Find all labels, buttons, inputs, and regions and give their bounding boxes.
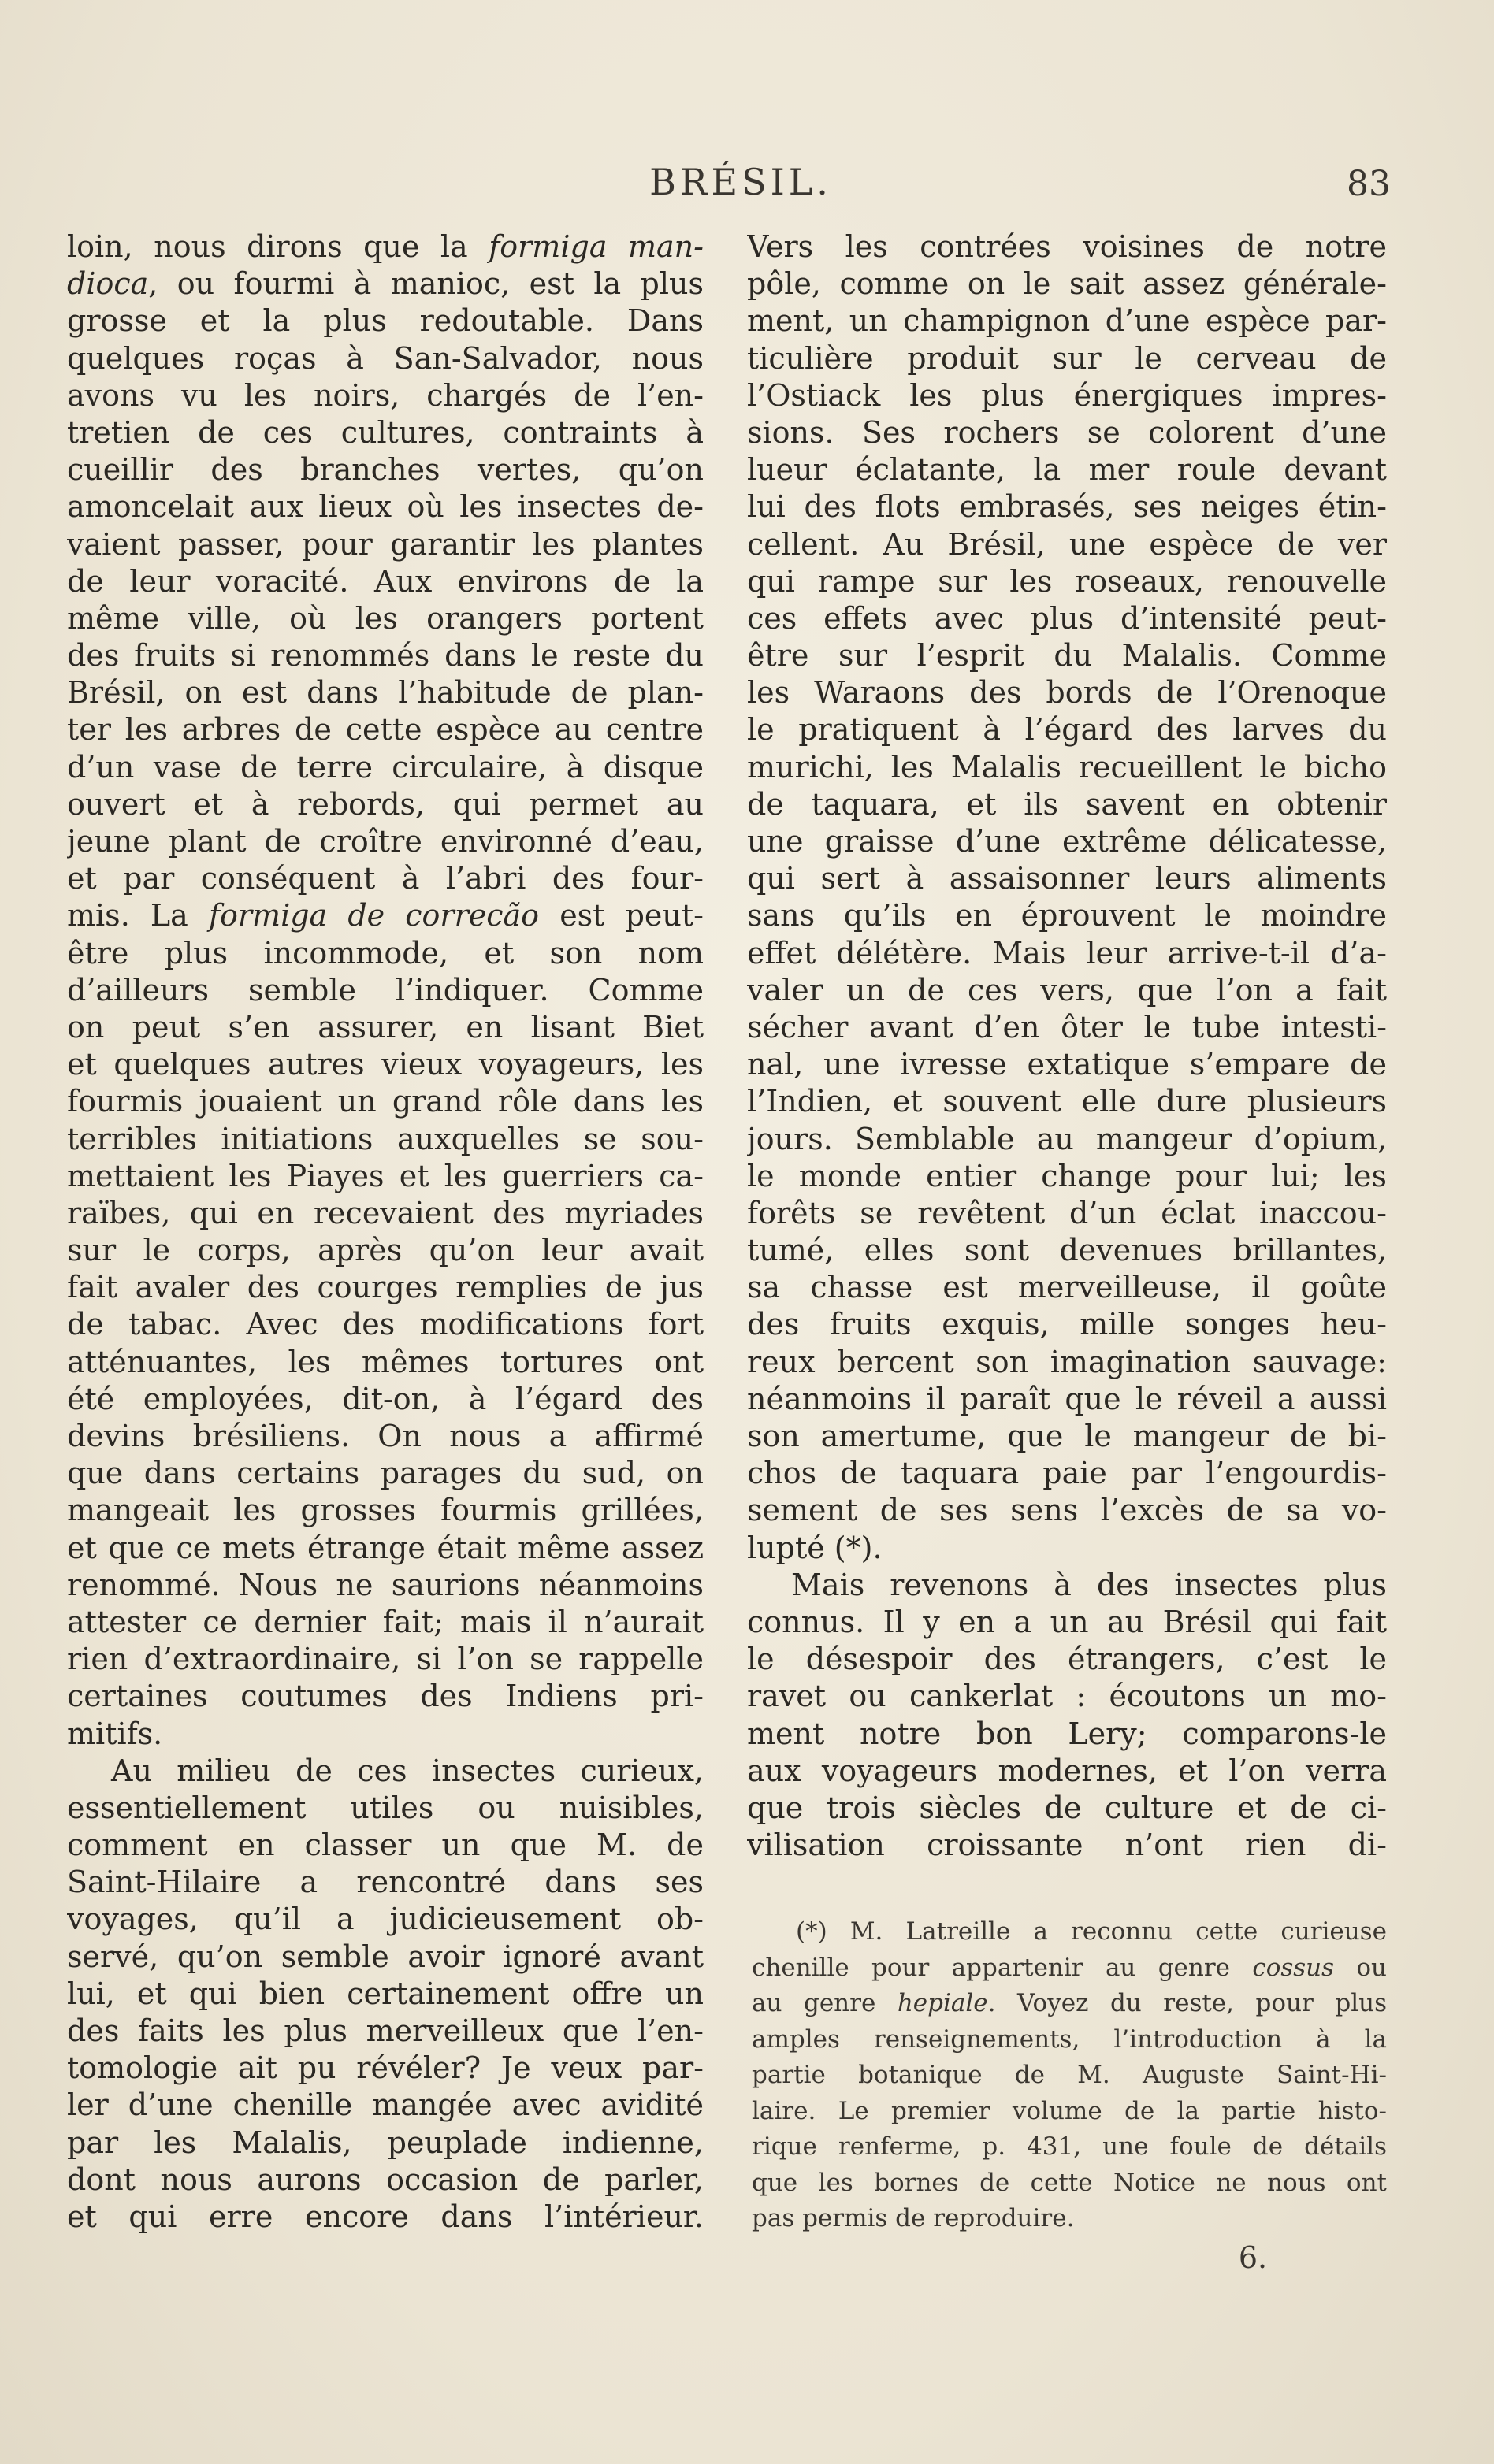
text-line: néanmoins il paraît que le réveil a aussi (747, 1381, 1387, 1416)
text-line: au genre hepiale. Voyez du reste, pour plus (752, 1989, 1387, 2017)
text-line: vaient passer, pour garantir les plantes (67, 526, 704, 562)
text-line: tomologie ait pu révéler? Je veux par- (67, 2050, 704, 2086)
text-line: partie botanique de M. Auguste Saint-Hi- (752, 2061, 1387, 2089)
text-line: le désespoir des étrangers, c’est le (747, 1642, 1387, 1677)
text-line: devins brésiliens. On nous a affirmé (67, 1419, 704, 1453)
text-line: rien d’extraordinaire, si l’on se rappelle (67, 1642, 704, 1677)
left-column (67, 228, 704, 2236)
text-line: chenille pour appartenir au genre cossus ou (752, 1953, 1387, 1982)
text-line: ouvert et à rebords, qui permet au (67, 786, 704, 822)
text-line: terribles initiations auxquelles se sou- (67, 1121, 704, 1156)
text-line: ticulière produit sur le cerveau de (747, 340, 1387, 376)
text-line: laire. Le premier volume de la partie histo- (752, 2096, 1387, 2125)
text-line: servé, qu’on semble avoir ignoré avant (67, 1939, 704, 1974)
text-line: on peut s’en assurer, en lisant Biet (67, 1009, 704, 1045)
footnote (752, 1914, 1387, 2237)
text-line: tretien de ces cultures, contraints à (67, 414, 704, 450)
text-line: de taquara, et ils savent en obtenir (747, 786, 1387, 822)
page-number: 83 (1347, 164, 1391, 204)
text-line: et que ce mets étrange était même assez (67, 1530, 704, 1565)
text-line: essentiellement utiles ou nuisibles, (67, 1790, 704, 1825)
text-line: le pratiquent à l’égard des larves du (747, 712, 1387, 748)
text-line: voyages, qu’il a judicieusement ob- (67, 1902, 704, 1937)
text-line: forêts se revêtent d’un éclat inaccou- (747, 1195, 1387, 1230)
text-line: l’Ostiack les plus énergiques impres- (747, 377, 1387, 413)
text-line: ler d’une chenille mangée avec avidité (67, 2087, 704, 2123)
text-line: mettaient les Piayes et les guerriers ca- (67, 1158, 704, 1193)
text-line: Vers les contrées voisines de notre (747, 229, 1387, 264)
text-line: renommé. Nous ne saurions néanmoins (67, 1567, 704, 1602)
text-line: et qui erre encore dans l’intérieur. (67, 2199, 704, 2234)
right-column (747, 228, 1387, 1864)
text-line: lui, et qui bien certainement offre un (67, 1976, 704, 2011)
text-line: même ville, où les orangers portent (67, 600, 704, 636)
text-line: Mais revenons à des insectes plus (791, 1567, 1387, 1602)
text-line: lui des flots embrasés, ses neiges étin- (747, 489, 1387, 525)
text-line: attester ce dernier fait; mais il n’aurait (67, 1604, 704, 1639)
text-line: des fruits si renommés dans le reste du (67, 638, 704, 674)
text-line: que les bornes de cette Notice ne nous ont (752, 2168, 1387, 2197)
text-line: ment, un champignon d’une espèce par- (747, 303, 1387, 339)
text-line: et quelques autres vieux voyageurs, les (67, 1047, 704, 1082)
text-line: pas permis de reproduire. (752, 2204, 1075, 2232)
text-line: qui sert à assaisonner leurs aliments (747, 861, 1387, 896)
text-line: ment notre bon Lery; comparons-le (747, 1716, 1387, 1751)
running-head: BRÉSIL. (649, 161, 832, 203)
text-line: par les Malalis, peuplade indienne, (67, 2124, 704, 2160)
text-line: raïbes, qui en recevaient des myriades (67, 1195, 704, 1230)
text-line: sur le corps, après qu’on leur avait (67, 1233, 704, 1268)
text-line: aux voyageurs modernes, et l’on verra (747, 1753, 1387, 1788)
text-line: mangeait les grosses fourmis grillées, (67, 1493, 704, 1528)
text-line: amples renseignements, l’introduction à la (752, 2024, 1387, 2054)
text-line: reux bercent son imagination sauvage: (747, 1344, 1387, 1379)
text-line: d’un vase de terre circulaire, à disque (67, 749, 704, 785)
text-line: sans qu’ils en éprouvent le moindre (747, 898, 1387, 933)
text-line: mis. La formiga de correcão est peut- (67, 898, 704, 933)
text-line: fait avaler des courges remplies de jus (67, 1270, 704, 1305)
text-line: ravet ou cankerlat : écoutons un mo- (747, 1679, 1387, 1714)
text-line: son amertume, que le mangeur de bi- (747, 1419, 1387, 1453)
text-line: amoncelait aux lieux où les insectes de- (67, 489, 704, 525)
text-line: les Waraons des bords de l’Orenoque (747, 675, 1387, 711)
text-line: qui rampe sur les roseaux, renouvelle (747, 563, 1387, 599)
text-line: que dans certains parages du sud, on (67, 1456, 704, 1491)
text-line: mitifs. (67, 1716, 163, 1751)
text-line: grosse et la plus redoutable. Dans (67, 303, 704, 339)
text-line: rique renferme, p. 431, une foule de détails (752, 2132, 1387, 2161)
text-line: été employées, dit-on, à l’égard des (67, 1381, 704, 1416)
text-line: (*) M. Latreille a reconnu cette curieuse (796, 1917, 1387, 1946)
text-line: fourmis jouaient un grand rôle dans les (67, 1084, 704, 1119)
text-line: sécher avant d’en ôter le tube intesti- (747, 1009, 1387, 1045)
text-line: des fruits exquis, mille songes heu- (747, 1307, 1387, 1342)
text-line: sa chasse est merveilleuse, il goûte (747, 1270, 1387, 1305)
text-line: d’ailleurs semble l’indiquer. Comme (67, 972, 704, 1007)
text-line: nal, une ivresse extatique s’empare de (747, 1047, 1387, 1082)
text-line: sement de ses sens l’excès de sa vo- (747, 1493, 1387, 1528)
text-line: jours. Semblable au mangeur d’opium, (747, 1121, 1387, 1156)
text-line: de tabac. Avec des modifications fort (67, 1307, 704, 1342)
text-line: certaines coutumes des Indiens pri- (67, 1679, 704, 1714)
text-line: Saint-Hilaire a rencontré dans ses (67, 1865, 704, 1900)
text-line: avons vu les noirs, chargés de l’en- (67, 377, 704, 413)
text-line: Brésil, on est dans l’habitude de plan- (67, 675, 704, 711)
text-line: le monde entier change pour lui; les (747, 1158, 1387, 1193)
text-line: de leur voracité. Aux environs de la (67, 563, 704, 599)
text-line: jeune plant de croître environné d’eau, (67, 824, 704, 859)
text-line: chos de taquara paie par l’engourdis- (747, 1456, 1387, 1491)
text-line: vilisation croissante n’ont rien di- (747, 1828, 1387, 1863)
text-line: pôle, comme on le sait assez générale- (747, 266, 1387, 302)
text-line: que trois siècles de culture et de ci- (747, 1790, 1387, 1825)
text-line: valer un de ces vers, que l’on a fait (747, 972, 1387, 1007)
text-line: tumé, elles sont devenues brillantes, (747, 1233, 1387, 1268)
text-line: l’Indien, et souvent elle dure plusieurs (747, 1084, 1387, 1119)
text-line: ces effets avec plus d’intensité peut- (747, 600, 1387, 636)
text-line: Au milieu de ces insectes curieux, (111, 1753, 704, 1788)
text-line: dioca, ou fourmi à manioc, est la plus (67, 266, 704, 302)
text-line: et par conséquent à l’abri des four- (67, 861, 704, 896)
text-line: dont nous aurons occasion de parler, (67, 2162, 704, 2197)
text-line: cellent. Au Brésil, une espèce de ver (747, 526, 1387, 562)
signature-mark: 6. (1238, 2240, 1268, 2275)
text-line: effet délétère. Mais leur arrive-t-il d’a- (747, 935, 1387, 970)
text-line: quelques roças à San-Salvador, nous (67, 340, 704, 376)
text-line: être sur l’esprit du Malalis. Comme (747, 638, 1387, 674)
text-line: lueur éclatante, la mer roule devant (747, 452, 1387, 488)
text-line: loin, nous dirons que la formiga man- (67, 229, 704, 264)
text-line: être plus incommode, et son nom (67, 935, 704, 970)
text-line: une graisse d’une extrême délicatesse, (747, 824, 1387, 859)
text-line: lupté (*). (747, 1530, 883, 1565)
text-line: atténuantes, les mêmes tortures ont (67, 1344, 704, 1379)
text-line: cueillir des branches vertes, qu’on (67, 452, 704, 488)
text-line: des faits les plus merveilleux que l’en- (67, 2013, 704, 2048)
text-line: ter les arbres de cette espèce au centre (67, 712, 704, 748)
text-line: murichi, les Malalis recueillent le bicho (747, 749, 1387, 785)
text-line: comment en classer un que M. de (67, 1828, 704, 1863)
text-line: connus. Il y en a un au Brésil qui fait (747, 1604, 1387, 1639)
text-line: sions. Ses rochers se colorent d’une (747, 414, 1387, 450)
